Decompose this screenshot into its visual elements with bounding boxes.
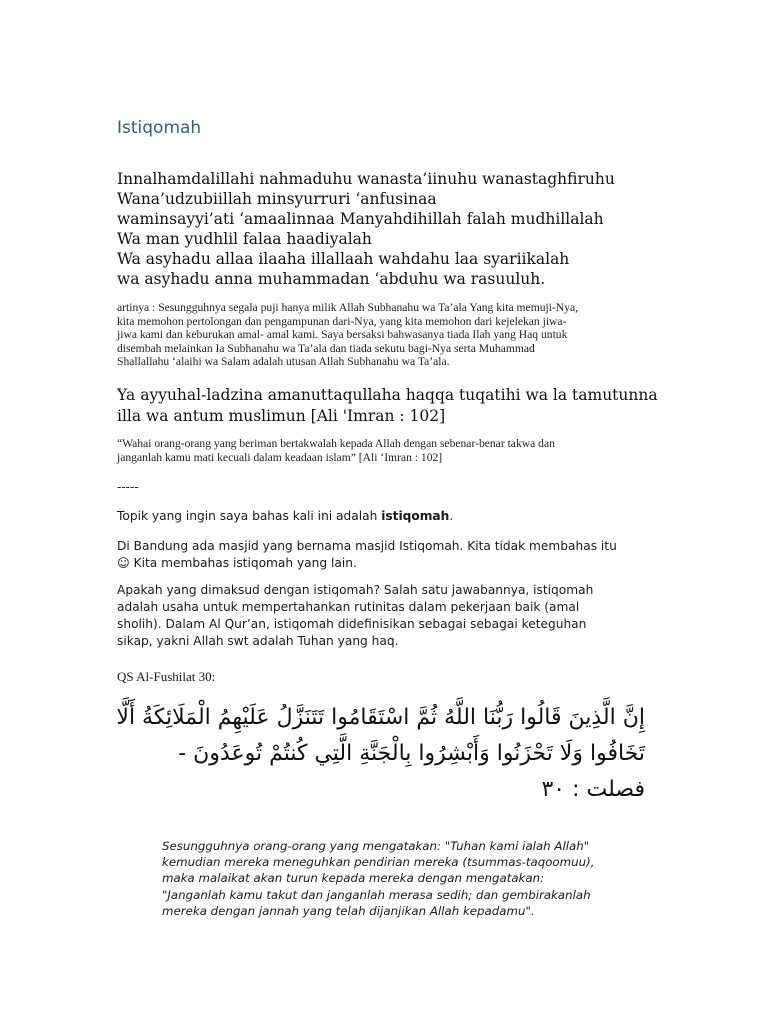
paragraph-line: sholih). Dalam Al Qur’an, istiqomah didefinisikan sebagai sebagai keteguhan (117, 617, 587, 631)
prayer-line: Wa asyhadu allaa ilaaha illallaah wahdahu laa syariikalah (117, 250, 570, 268)
prayer-line: Wana’udzubiillah minsyurruri ‘anfusinaa (117, 190, 437, 208)
definition-paragraph (117, 582, 657, 650)
verse-translation-line: mereka dengan jannah yang telah dijanjikan Allah kepadamu". (162, 903, 535, 918)
translation-line: disembah melainkan Ia Subhanahu wa Ta’ala dan tiada sekutu bagi-Nya serta Muhammad (117, 341, 535, 355)
paragraph-line: Di Bandung ada masjid yang bernama masjid Istiqomah. Kita tidak membahas itu (117, 539, 617, 553)
arabic-verse (105, 700, 645, 808)
paragraph-line: ☺ Kita membahas istiqomah yang lain. (117, 556, 357, 570)
verse-translation-line: kemudian mereka meneguhkan pendirian mereka (tsummas-taqoomuu), (162, 855, 595, 870)
opening-prayer (117, 169, 637, 289)
topic-prefix: Topik yang ingin saya bahas kali ini adalah (117, 509, 382, 523)
topic-paragraph (117, 508, 657, 525)
translation-line: jiwa kami dan keburukan amal- amal kami. Saya bersaksi bahwasanya tiada Ilah yang Haq untuk (117, 328, 568, 341)
prayer-line: wa asyhadu anna muhammadan ‘abduhu wa rasuuluh. (117, 270, 546, 288)
translation-line: kita memohon pertolongan dan pengampunan dari-Nya, yang kita memohon dari kejelekan jiwa- (117, 314, 567, 328)
arabic-line: فصلت : ٣٠ (541, 777, 645, 802)
verse-translation-line: "Janganlah kamu takut dan janganlah merasa sedih; dan gembirakanlah (162, 887, 591, 902)
translation-line: Shallallahu ‘alaihi wa Salam adalah utusan Allah Subhanahu wa Ta’ala. (117, 355, 450, 368)
prayer-line: waminsayyi’ati ‘amaalinnaa Manyahdihillah falah mudhillalah (117, 210, 604, 228)
prayer-translation (117, 301, 662, 369)
paragraph-line: adalah usaha untuk mempertahankan rutinitas dalam pekerjaan baik (amal (117, 600, 580, 614)
arabic-line: إِنَّ الَّذِينَ قَالُوا رَبُّنَا اللَّهُ ثُمَّ اسْتَقَامُوا تَتَنَزَّلُ عَلَيْهِمُ الْمَلَائِكَةُ أَلَّا (116, 705, 645, 730)
ayat-translation-line: “Wahai orang-orang yang beriman bertakwalah kepada Allah dengan sebenar-benar takwa dan (117, 437, 555, 450)
ayat-translation-line: janganlah kamu mati kecuali dalam keadaan islam” [Ali ‘Imran : 102] (117, 450, 443, 464)
paragraph-line: Apakah yang dimaksud dengan istiqomah? Salah satu jawabannya, istiqomah (117, 583, 594, 597)
translation-line: artinya : Sesungguhnya segala puji hanya milik Allah Subhanahu wa Ta’ala Yang kita memuji-Nya, (117, 301, 579, 314)
ayat-transliteration (117, 385, 662, 426)
ayat-translation (117, 437, 662, 464)
topic-suffix: . (449, 509, 454, 523)
ayat-line: Ya ayyuhal-ladzina amanuttaqullaha haqqa tuqatihi wa la tamutunna (117, 386, 658, 404)
arabic-line: تَخَافُوا وَلَا تَحْزَنُوا وَأَبْشِرُوا بِالْجَنَّةِ الَّتِي كُنتُمْ تُوعَدُونَ - (178, 741, 645, 766)
bandung-paragraph (117, 538, 657, 572)
verse-translation-line: maka malaikat akan turun kepada mereka dengan mengatakan: (162, 871, 545, 886)
section-separator: ----- (117, 480, 139, 494)
ayat-line: illa wa antum muslimun [Ali 'Imran : 102] (117, 406, 446, 425)
page-title: Istiqomah (117, 118, 202, 138)
verse-translation-line: Sesungguhnya orang-orang yang mengatakan: "Tuhan kami ialah Allah" (162, 839, 590, 853)
verse-translation (162, 838, 642, 919)
topic-keyword: istiqomah (381, 509, 450, 523)
surah-reference: QS Al-Fushilat 30: (117, 669, 216, 684)
prayer-line: Wa man yudhlil falaa haadiyalah (117, 230, 372, 248)
paragraph-line: sikap, yakni Allah swt adalah Tuhan yang haq. (117, 634, 399, 648)
prayer-line: Innalhamdalillahi nahmaduhu wanasta’iinuhu wanastaghfiruhu (117, 170, 615, 188)
